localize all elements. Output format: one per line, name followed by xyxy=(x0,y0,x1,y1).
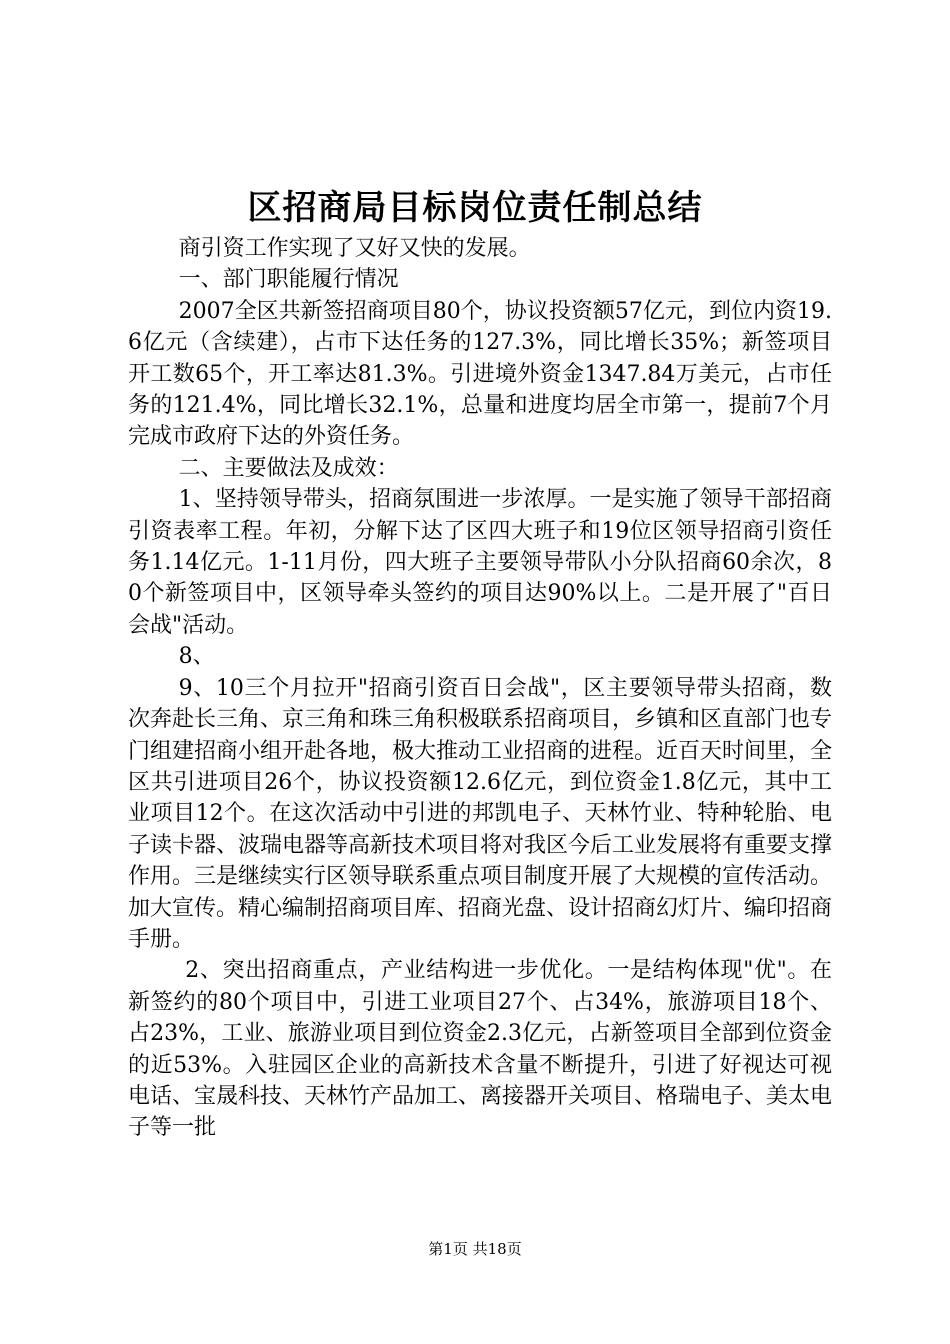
paragraph: 9、10三个月拉开"招商引资百日会战"，区主要领导带头招商，数次奔赴长三角、京三角和珠三角积极联系招商项目，乡镇和区直部门也专门组建招商小组开赴各地，极大推动工业招商的进程。近百天时间里，全区共引进项目26个，协议投资额12.6亿元，到位资金1.8亿元，其中工业项目12个。在这次活动中引进的邦凯电子、天林竹业、特种轮胎、电子读卡器、波瑞电器等高新技术项目将对我区今后工业发展将有重要支撑作用。三是继续实行区领导联系重点项目制度开展了大规模的宣传活动。加大宣传。精心编制招商项目库、招商光盘、设计招商幻灯片、编印招商手册。 xyxy=(128,675,833,952)
section-heading: 二、主要做法及成效： xyxy=(178,455,399,481)
document-title: 区招商局目标岗位责任制总结 xyxy=(247,188,703,228)
page-footer: 第1页 共18页 xyxy=(428,1240,522,1258)
paragraph: 商引资工作实现了又好又快的发展。 xyxy=(178,236,531,261)
paragraph: 1、坚持领导带头，招商氛围进一步浓厚。一是实施了领导干部招商引资表率工程。年初，分解下达了区四大班子和19位区领导招商引资任务1.14亿元。1-11月份，四大班子主要领导带队小分队招商60余次，80个新签项目中，区领导牵头签约的项目达90%以上。二是开展了"百日会战"活动。 xyxy=(128,487,832,638)
paragraph: 2007全区共新签招商项目80个，协议投资额57亿元，到位内资19.6亿元（含续建），占市下达任务的127.3%，同比增长35%；新签项目开工数65个，开工率达81.3%。引进境外资金1347.84万美元，占市任务的121.4%，同比增长32.1%，总量和进度均居全市第一，提前7个月完成市政府下达的外资任务。 xyxy=(128,298,832,450)
paragraph: 2、突出招商重点，产业结构进一步优化。一是结构体现"优"。在新签约的80个项目中，引进工业项目27个、占34%，旅游项目18个、占23%，工业、旅游业项目到位资金2.3亿元，占新签项目全部到位资金的近53%。入驻园区企业的高新技术含量不断提升，引进了好视达可视电话、宝晟科技、天林竹产品加工、离接器开关项目、格瑞电子、美太电子等一批 xyxy=(128,958,833,1141)
paragraph: 8、 xyxy=(178,644,215,670)
document-body xyxy=(128,233,832,1144)
section-heading: 一、部门职能履行情况 xyxy=(178,267,399,293)
